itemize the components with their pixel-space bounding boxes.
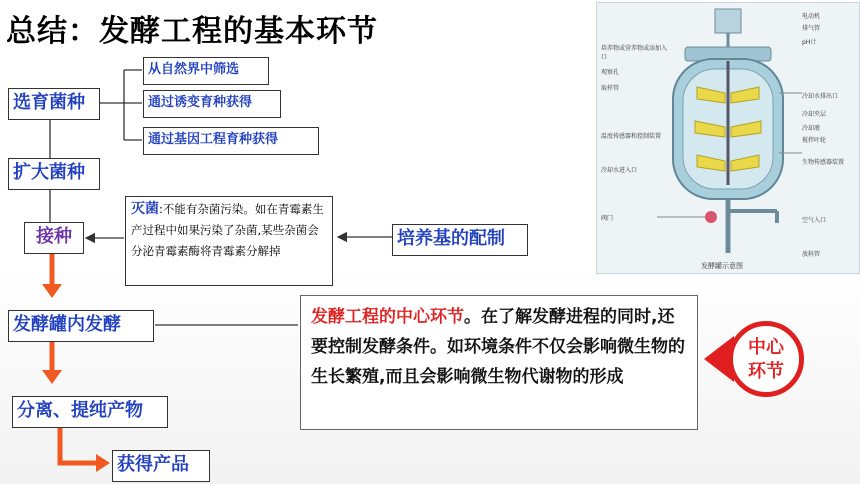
label-exhaust: 排气管 bbox=[802, 25, 821, 32]
expand-strain-box: 扩大菌种 bbox=[8, 158, 100, 190]
badge-line-2: 环节 bbox=[748, 361, 784, 382]
sterilize-keyword: 灭菌 bbox=[131, 201, 159, 217]
tank-fermentation-box: 发酵罐内发酵 bbox=[8, 310, 154, 342]
label-sensor: 生物传感器装置 bbox=[802, 159, 845, 166]
label-valve: 阀门 bbox=[601, 215, 614, 222]
separate-purify-box: 分离、提纯产物 bbox=[12, 396, 168, 428]
label-coolant: 冷却液 bbox=[802, 125, 821, 132]
label-sampling: 取样管 bbox=[601, 85, 620, 92]
select-strain-box: 选育菌种 bbox=[8, 88, 100, 120]
method-nature: 从自然界中筛选 bbox=[143, 57, 269, 85]
medium-box: 培养基的配制 bbox=[392, 224, 528, 256]
sterilize-text: :不能有杂菌污染。如在青霉素生产过程中如果污染了杂菌,某些杂菌会分泌青霉素酶将青霉素分解掉 bbox=[131, 202, 324, 258]
sterilize-box bbox=[125, 196, 333, 286]
label-cooling-in: 冷却水进入口 bbox=[601, 167, 638, 174]
label-jacket: 冷却夹层 bbox=[802, 111, 827, 118]
method-mutation: 通过诱变育种获得 bbox=[143, 90, 281, 118]
inoculate-box: 接种 bbox=[24, 222, 84, 254]
center-text: 。在了解发酵进程的同时,还要控制发酵条件。如环境条件不仅会影响微生物的生长繁殖,而且会影响微生物代谢物的形成 bbox=[311, 307, 685, 387]
page-title: 总结：发酵工程的基本环节 bbox=[6, 14, 378, 49]
label-temp-sensor: 温度传感器和控制装置 bbox=[601, 133, 662, 140]
center-badge bbox=[728, 321, 804, 397]
center-explanation-box bbox=[300, 295, 698, 430]
label-feed-inlet: 培养物或营养物或添加入口 bbox=[601, 45, 668, 61]
get-product-box: 获得产品 bbox=[112, 450, 210, 482]
diagram-caption: 发酵罐示意图 bbox=[701, 262, 743, 270]
label-cooling-out: 冷却水排出口 bbox=[802, 93, 839, 100]
label-air-in: 空气入口 bbox=[802, 217, 827, 224]
label-discharge: 放料管 bbox=[802, 251, 821, 258]
label-impeller: 搅拌叶轮 bbox=[802, 137, 827, 144]
center-highlight: 发酵工程的中心环节 bbox=[311, 307, 464, 327]
label-ph: pH计 bbox=[802, 39, 817, 46]
badge-line-1: 中心 bbox=[748, 337, 784, 358]
method-genetic: 通过基因工程育种获得 bbox=[143, 127, 319, 155]
fermenter-diagram bbox=[596, 2, 860, 274]
label-motor: 电动机 bbox=[802, 13, 821, 20]
label-viewport: 观察孔 bbox=[601, 69, 620, 76]
